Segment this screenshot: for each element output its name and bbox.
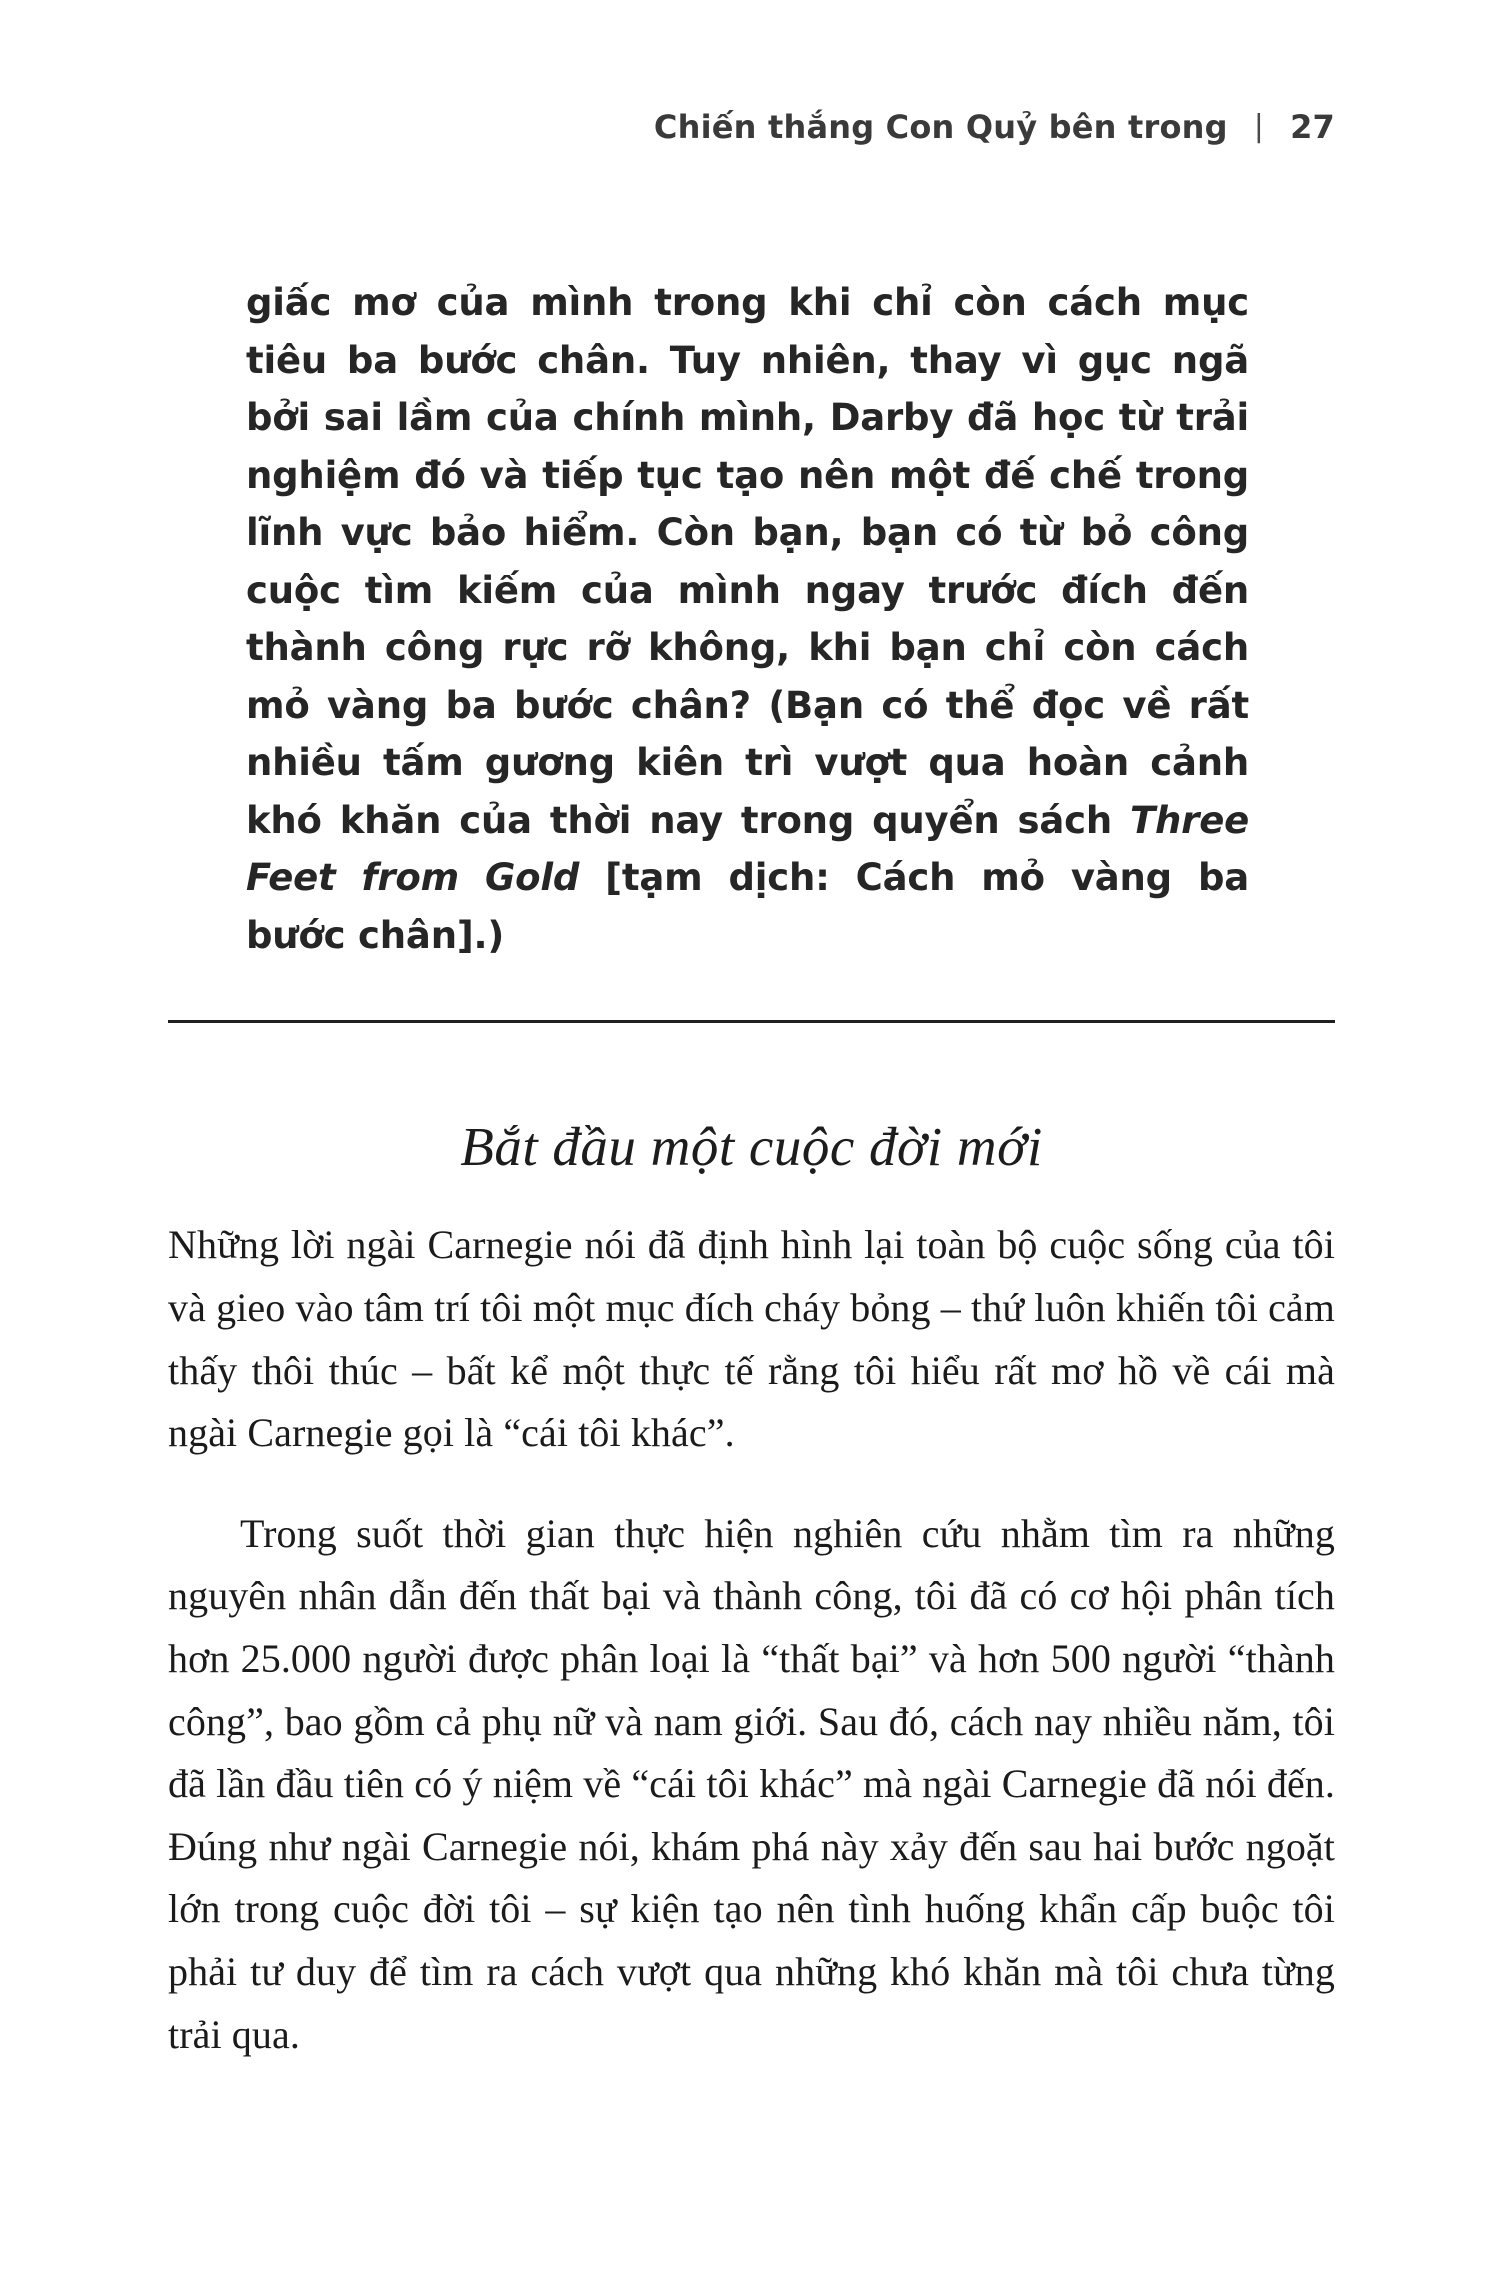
excerpt-text-part1: giấc mơ của mình trong khi chỉ còn cách mục tiêu ba bước chân. Tuy nhiên, thay vì gục ngã bởi sai lầm của chính mình, Darby đã học từ trải nghiệm đó và tiếp tục tạo nên một đế chế trong lĩnh vực bảo hiểm. Còn bạn, bạn có từ bỏ công cuộc tìm kiếm của mình ngay trước đích đến thành công rực rỡ không, khi bạn chỉ còn cách mỏ vàng ba bước chân? (Bạn có thể đọc về rất nhiều tấm gương kiên trì vượt qua hoàn cảnh khó khăn của thời nay trong quyển sách	[246, 281, 1249, 842]
body-copy	[168, 1214, 1335, 2066]
excerpt-block	[246, 274, 1249, 964]
body-paragraph: Trong suốt thời gian thực hiện nghiên cứu nhằm tìm ra những nguyên nhân dẫn đến thất bại và thành công, tôi đã có cơ hội phân tích hơn 25.000 người được phân loại là “thất bại” và hơn 500 người “thành công”, bao gồm cả phụ nữ và nam giới. Sau đó, cách nay nhiều năm, tôi đã lần đầu tiên có ý niệm về “cái tôi khác” mà ngài Carnegie đã nói đến. Đúng như ngài Carnegie nói, khám phá này xảy đến sau hai bước ngoặt lớn trong cuộc đời tôi – sự kiện tạo nên tình huống khẩn cấp buộc tôi phải tư duy để tìm ra cách vượt qua những khó khăn mà tôi chưa từng trải qua.	[168, 1510, 1335, 2057]
section-heading: Bắt đầu một cuộc đời mới	[460, 1116, 1043, 1178]
body-paragraph: Những lời ngài Carnegie nói đã định hình lại toàn bộ cuộc sống của tôi và gieo vào tâm trí tôi một mục đích cháy bỏng – thứ luôn khiến tôi cảm thấy thôi thúc – bất kể một thực tế rằng tôi hiểu rất mơ hồ về cái mà ngài Carnegie gọi là “cái tôi khác”.	[168, 1222, 1335, 1456]
header-separator: |	[1253, 109, 1265, 144]
excerpt-text-part3: [tạm dịch: Cách mỏ vàng ba bước chân].)	[246, 856, 1249, 957]
section-divider-rule	[168, 1020, 1335, 1023]
referenced-book-title: Three Feet from Gold	[246, 798, 1249, 900]
page-number: 27	[1290, 108, 1335, 146]
running-header-title: Chiến thắng Con Quỷ bên trong	[653, 108, 1228, 146]
running-header	[168, 108, 1335, 146]
